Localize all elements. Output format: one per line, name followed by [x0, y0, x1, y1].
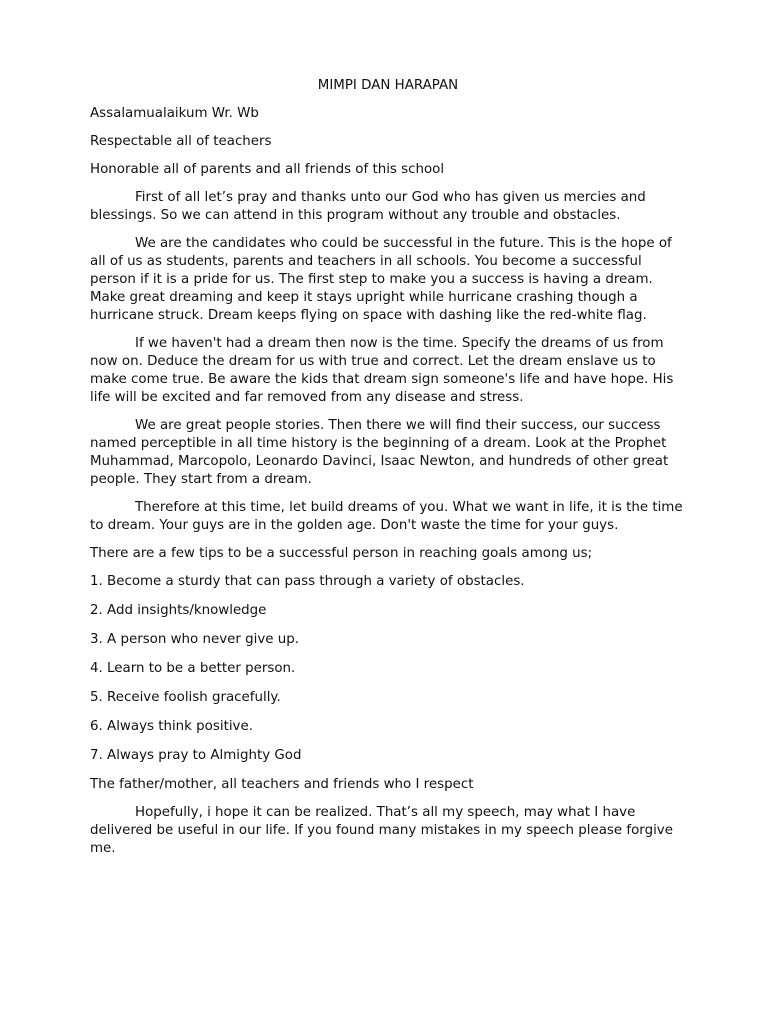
paragraph-candidates: We are the candidates who could be successful in the future. This is the hope of all of us as students, parents and teachers in all schools. You become a successful person if it is a pride for us. The first step to make you a success is having a dream. Make great dreaming and keep it stays upright while hurricane crashing though a hurricane struck. Dream keeps flying on space with dashing like the red-white flag. [90, 236, 672, 323]
tip-item: 4. Learn to be a better person. [90, 661, 296, 676]
paragraph-build-dreams: Therefore at this time, let build dreams of you. What we want in life, it is the time to dream. Your guys are in the golden age. Don't waste the time for your guys. [90, 500, 683, 533]
tips-intro: There are a few tips to be a successful person in reaching goals among us; [90, 546, 593, 561]
paragraph-opening: First of all let’s pray and thanks unto our God who has given us mercies and blessings. So we can attend in this program without any trouble and obstacles. [90, 190, 646, 223]
greeting-parents-friends: Honorable all of parents and all friends of this school [90, 162, 445, 177]
tip-item: 2. Add insights/knowledge [90, 603, 267, 618]
document-page [90, 77, 686, 868]
tip-item: 7. Always pray to Almighty God [90, 748, 302, 763]
paragraph-closing: Hopefully, i hope it can be realized. That’s all my speech, may what I have delivered be useful in our life. If you found many mistakes in my speech please forgive me. [90, 805, 673, 856]
greeting-teachers: Respectable all of teachers [90, 134, 272, 149]
document-title: MIMPI DAN HARAPAN [317, 78, 459, 93]
paragraph-great-people: We are great people stories. Then there we will find their success, our success named perceptible in all time history is the beginning of a dream. Look at the Prophet Muhammad, Marcopolo, Leonardo Davinci, Isaac Newton, and hundreds of other great people. They start from a dream. [90, 418, 669, 487]
greeting-salam: Assalamualaikum Wr. Wb [90, 106, 259, 121]
tip-item: 6. Always think positive. [90, 719, 253, 734]
tip-item: 5. Receive foolish gracefully. [90, 690, 281, 705]
closing-address: The father/mother, all teachers and friends who I respect [90, 777, 474, 792]
tip-item: 3. A person who never give up. [90, 632, 300, 647]
tip-item: 1. Become a sturdy that can pass through a variety of obstacles. [90, 574, 525, 589]
paragraph-dream-time: If we haven't had a dream then now is the time. Specify the dreams of us from now on. Deduce the dream for us with true and correct. Let the dream enslave us to make come true. Be aware the kids that dream sign someone's life and have hope. His life will be excited and far removed from any disease and stress. [90, 336, 674, 405]
